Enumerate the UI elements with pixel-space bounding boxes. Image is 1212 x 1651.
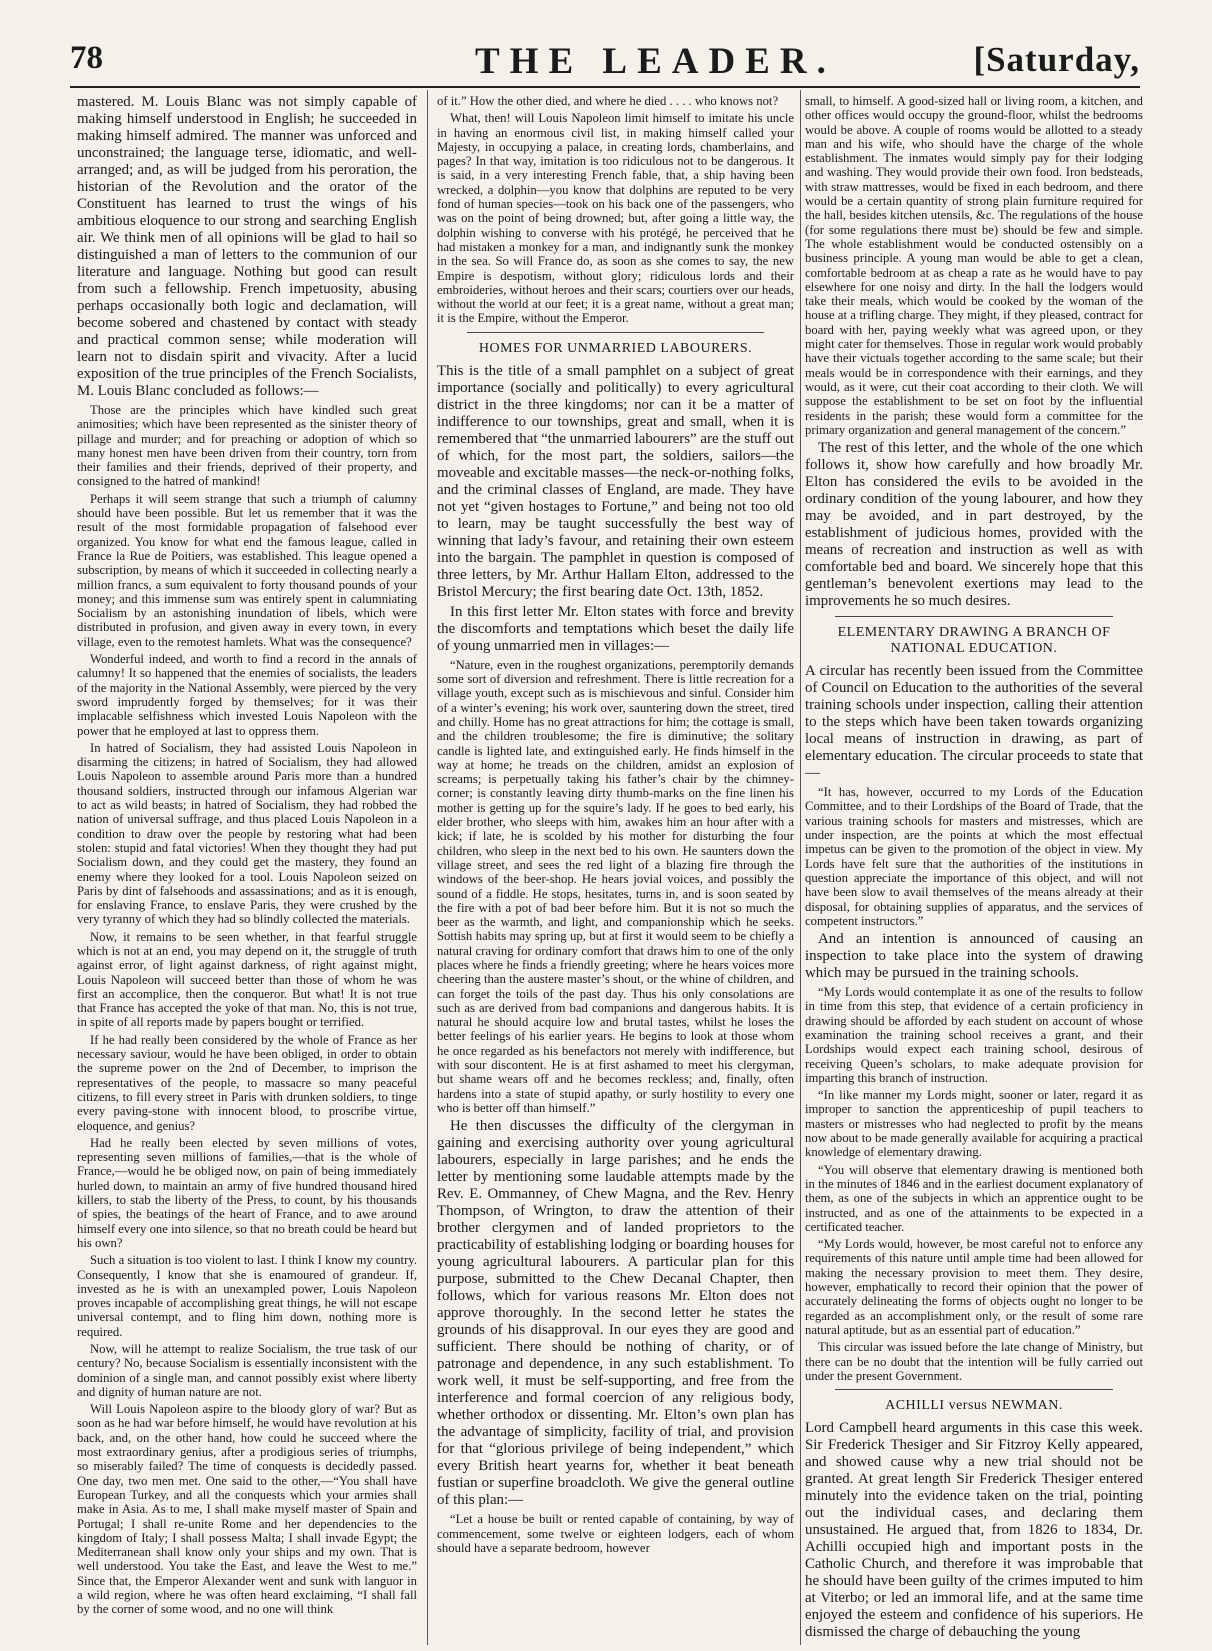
article-paragraph: In this first letter Mr. Elton states with force and brevity the discomforts and temptations which beset the daily life of young unmarried men in villages:— — [437, 603, 794, 654]
quoted-paragraph: Wonderful indeed, and worth to find a record in the annals of calumny! It so happened that the enemies of socialists, the leaders of the majority in the National Assembly, were pierced by the very sword imprudently forged by themselves; for it was their implacable selfishness which invested Louis Napoleon with the power that he employed at last to oppress them. — [77, 652, 417, 738]
section-rule — [467, 332, 764, 333]
article-paragraph: And an intention is announced of causing an inspection to take place into the system of drawing which may be pursued in the training schools. — [805, 931, 1143, 982]
quoted-paragraph: “Nature, even in the roughest organizations, peremptorily demands some sort of diversion and refreshment. There is little recreation for a village youth, except such as is mischievous and sinful. Consider him of a winter’s evening; his work over, sauntering down the street, tired and chilly. Home has no great attractions for him; the cottage is small, and the children troublesome; the fire is diminutive; the solitary candle is lighted late, and extinguished early. He finds himself in the way at home; he treads on the children, amidst an explosion of screams; is perpetually taking his father’s chair by the chimney-corner; is constantly leaving dirty thumb-marks on the fine linen his mother is getting up for the squire’s lady. If he goes to bed early, his elder brother, who sleeps with him, awakes him an hour after with a kick; if late, he is scolded by his mother for disturbing the four children, who sleep in the next bed to his own. He saunters down the village street, and sees the red light of a blazing fire through the windows of the beer-shop. He hears jovial voices, and possibly the sound of a fiddle. He stops, hesitates, turns in, and is soon seated by the fire with a pot of bad beer before him. But it is not so much the beer as the warmth, and light, and companionship which he seeks. Sottish habits may spring up, but at first it would seem to be chiefly a natural craving for ordinary comfort that draws him to one of the only places where he finds a friendly greeting; where he hears voices more cheering than the austere master’s shout, or the whine of children, and can forget the toils of the past day. Thus his only consolations are such as are derived from bad companions and dangerous habits. It is natural he should acquire low and brutal tastes, whilst he loses the better feelings of his earlier years. He begins to look at those whom he once regarded as his benefactors not merely with indifference, but with sour discontent. He is at first ashamed to meet his clergyman, but shame wears off and he becomes reckless; and, finally, often hardens into a state of stupid apathy, or surly hostility to every one who is better off than himself.” — [437, 657, 794, 1115]
column-1 — [77, 94, 417, 1639]
article-heading: ELEMENTARY DRAWING A BRANCH OF NATIONAL EDUCATION. — [837, 625, 1111, 657]
article-paragraph: This circular was issued before the late change of Ministry, but there can be no doubt that the intention will be fully carried out under the present Government. — [805, 1340, 1143, 1383]
quoted-paragraph: Now, will he attempt to realize Socialism, the true task of our century? No, because Socialism is essentially inconsistent with the dominion of a single man, and cannot possibly exist where liberty and dignity of human nature are not. — [77, 1342, 417, 1399]
quoted-paragraph: “It has, however, occurred to my Lords of the Education Committee, and to their Lordships of the Board of Trade, that the various training schools for masters and mistresses, which are under inspection, are the points at which the most effectual impetus can be given to the promotion of the object in view. My Lords have felt sure that the authorities of the institutions in question appreciate the importance of this object, and will not have been slow to avail themselves of the means already at their disposal, for obtaining supplies of apparatus, and the services of competent instructors.” — [805, 785, 1143, 928]
quoted-paragraph: Will Louis Napoleon aspire to the bloody glory of war? But as soon as he had war before himself, he would have revolution at his back, and, on the other hand, how could he succeed where the most extraordinary genius, after a prodigious series of triumphs, so miserably failed? The time of conquests is decidedly passed. One day, two men met. One said to the other,—“You shall have European Turkey, and all the conquests which your armies shall make in Asia. As to me, I shall make myself master of Spain and Portugal; I shall re-unite Rome and her dependencies to the kingdom of Italy; I shall possess Malta; I shall invade Egypt; the Mediterranean shall know only your ships and my own. That is well understood. You take the East, and leave the West to me.” Since that, the Emperor Alexander went and sunk with languor in a wild region, where he was often heard exclaiming, “I shall fall by the corner of some wood, and no one will think — [77, 1402, 417, 1617]
masthead — [70, 40, 1140, 86]
quoted-paragraph: small, to himself. A good-sized hall or living room, a kitchen, and other offices would occupy the ground-floor, whilst the bedrooms would be above. A couple of rooms would be allotted to a steady man and his wife, who should have the charge of the whole establishment. The inmates would simply pay for their lodging and washing. They would provide their own food. Iron bedsteads, with straw mattresses, would be fixed in each bedroom, and there would be a certain quantity of strong plain furniture required for the hall, besides kitchen utensils, &c. The regulations of the house (for some regulations there must be) should be few and simple. The whole establishment would be conducted ostensibly on a business principle. A young man would be able to get a clean, comfortable bedroom at as cheap a rate as he would have to pay elsewhere for one noisy and dirty. In the hall the lodgers would take their meals, which would be cooked by the woman of the house at a trifling charge. They might, if they pleased, contract for board with her, paying weekly what was agreed upon, or they might cater for themselves. Those in regular work would probably have their victuals together according to the same scale; but their meals would be in correspondence with their earnings, and they would, as it were, cut their coat according to their cloth. We will suppose the establishment to be set on foot by the influential residents in the parish; these would form a committee for the primary organization and general management of the concern.” — [805, 94, 1143, 437]
quoted-paragraph: In hatred of Socialism, they had assisted Louis Napoleon in disarming the citizens; in hatred of Socialism, they had allowed Louis Napoleon to assemble around Paris more than a hundred thousand soldiers, instructed through our infamous Algerian war to act as wild beasts; in hatred of Socialism, they had robbed the nation of universal suffrage, and thus placed Louis Napoleon in a condition to draw over the people by restoring what had been stolen: stupid and fatal victories! When they thought they had put Socialism down, and they could get the mastery, they found an enemy where they looked for a tool. Louis Napoleon seized on Paris by dint of falsehoods and assassinations; and as it is enough, for enslaving France, to enslave Paris, they were crushed by the very tyranny of which they had so blindly collected the materials. — [77, 740, 417, 927]
quoted-paragraph: Such a situation is too violent to last. I think I know my country. Consequently, I know that she is enamoured of grandeur. If, invested as he is with an unexampled power, Louis Napoleon proves incapable of accomplishing great things, he will not escape universal contempt, and to fling him down, nothing more is required. — [77, 1253, 417, 1339]
quoted-paragraph: “You will observe that elementary drawing is mentioned both in the minutes of 1846 and in the earliest document explanatory of them, as one of the subjects in which an apprentice ought to be instructed, and as one of the attainments to be expected in a certificated teacher. — [805, 1162, 1143, 1234]
issue-day: [Saturday, — [973, 40, 1140, 79]
article-heading: HOMES FOR UNMARRIED LABOURERS. — [478, 340, 753, 356]
column-divider — [427, 90, 428, 1645]
article-paragraph: The rest of this letter, and the whole of the one which follows it, show how carefully and how broadly Mr. Elton has considered the evils to be avoided in the ordinary condition of the young labourer, and how they may be avoided, and in part destroyed, by the establishment of judicious homes, provided with the means of recreation and instruction as well as with comfortable bed and board. We sincerely hope that this gentleman’s benevolent exertions may lead to the improvements he so much desires. — [805, 440, 1143, 610]
article-paragraph: A circular has recently been issued from the Committee of Council on Education to the authorities of the several training schools under inspection, calling their attention to the steps which have been taken towards organizing local means of instruction in drawing, as part of elementary education. The circular proceeds to state that— — [805, 663, 1143, 782]
article-heading: ACHILLI versus NEWMAN. — [885, 1398, 1063, 1414]
article-paragraph: mastered. M. Louis Blanc was not simply capable of making himself understood in English; he succeeded in making himself admired. The manner was unforced and unconstrained; the language terse, idiomatic, and well-arranged; and, as will be judged from his peroration, the historian of the Revolution and the orator of the Constituent has learned to trust the wings of his ambitious eloquence to our strong and searching English air. We think men of all opinions will be glad to hail so distinguished a man of letters to the communion of our literature and language. Nothing but good can result from such a fellowship. French impetuosity, abusing perhaps occasionally both logic and declamation, will become sobered and chastened by contact with steady and practical common sense; while moderation will learn not to disdain spirit and vivacity. After a lucid exposition of the true principles of the French Socialists, M. Louis Blanc concluded as follows:— — [77, 94, 417, 399]
page-number: 78 — [70, 40, 103, 76]
quoted-paragraph: If he had really been considered by the whole of France as her necessary saviour, would he have been obliged, in order to obtain the supreme power on the 2nd of December, to imprison the representatives of the people, to massacre so many peaceful citizens, to fill every street in Paris with drunken soldiers, to tinge every paving-stone with innocent blood, to proscribe virtue, eloquence, and genius? — [77, 1032, 417, 1133]
article-paragraph: This is the title of a small pamphlet on a subject of great importance (socially and politically) to every agricultural district in the three kingdoms; nor can it be a matter of indifference to our townships, great and small, when it is remembered that “the unmarried labourers” are the stuff out of which, for the most part, the soldiers, sailors—the moveable and excitable masses—the neck-or-nothing folks, and the criminal classes of England, are made. They have not yet “given hostages to Fortune,” and being not too old to learn, may be taught successfully the best way of winning that lady’s favour, and retaining their own esteem into the bargain. The pamphlet in question is composed of three letters, by Mr. Arthur Hallam Elton, addressed to the Bristol Mercury; the first bearing date Oct. 13th, 1852. — [437, 362, 794, 600]
quoted-paragraph: “My Lords would, however, be most careful not to enforce any requirements of this nature until ample time had been allowed for making the necessary provision to meet them. They desire, however, emphatically to record their opinion that the power of accurately delineating the forms of objects ought no longer to be regarded as an accomplishment only, or the result of some rare natural aptitude, but as an essential part of education.” — [805, 1237, 1143, 1337]
quoted-paragraph: “In like manner my Lords might, sooner or later, regard it as improper to sanction the apprenticeship of pupil teachers to masters or mistresses who had neglected to profit by the means now about to be made generally available for acquiring a practical knowledge of elementary drawing. — [805, 1088, 1143, 1160]
quoted-paragraph: Those are the principles which have kindled such great animosities; which have been represented as the sinister theory of pillage and murder; and for preaching or adoption of which so many honest men have been driven from their country, torn from their families and their friends, deprived of their property, and consigned to the hatred of mankind! — [77, 403, 417, 489]
quoted-paragraph: “Let a house be built or rented capable of containing, by way of commencement, some twelve or eighteen lodgers, each of whom should have a separate bedroom, however — [437, 1512, 794, 1555]
quoted-paragraph: Perhaps it will seem strange that such a triumph of calumny should have been possible. But let us remember that it was the result of the most formidable propagation of falsehood ever organized. You know for what end the famous league, called in France la Rue de Poitiers, was established. This league opened a subscription, by means of which it succeeded in collecting nearly a million francs, a sum equivalent to forty thousand pounds of your money; and this immense sum was entirely spent in calumniating Socialism by an astonishing inundation of libels, which were distributed in profusion, and given away in every town, in every village, even to the remotest hamlets. What was the consequence? — [77, 491, 417, 649]
column-2 — [437, 94, 794, 1639]
quoted-paragraph: Had he really been elected by seven millions of votes, representing seven millions of families,—that is the whole of France,—would he be obliged now, on pain of being immediately hurled down, to maintain an army of five hundred thousand hired killers, to stab the liberty of the Press, to count, by his thousands of spies, the beatings of the heart of France, and to awe around himself every one into silence, so that no breath could be heard but his own? — [77, 1135, 417, 1250]
newspaper-title: THE LEADER. — [475, 41, 836, 82]
quoted-paragraph: of it.” How the other died, and where he died . . . . who knows not? — [437, 94, 779, 108]
quoted-paragraph: “My Lords would contemplate it as one of the results to follow in time from this step, that evidence of a certain proficiency in drawing should be afforded by each student on account of whose examination the training school receives a grant, and their Lordships would expect each training school, desirous of receiving Queen’s scholars, to make adequate provision for imparting this branch of instruction. — [805, 985, 1143, 1085]
quoted-paragraph: What, then! will Louis Napoleon limit himself to imitate his uncle in having an enormous civil list, in making himself called your Majesty, in occupying a palace, in creating lords, chamberlains, and pages? In that way, imitation is too ridiculous not to be dangerous. It is said, in a very interesting French fable, that, a ship having been wrecked, a dolphin—you know that dolphins are reputed to be very fond of human species—took on his back one of the passengers, who was on the point of being drowned; but, after going a little way, the dolphin wishing to converse with his protégé, he perceived that he had mistaken a monkey for a man, and indignantly sunk the monkey in the sea. So will France do, as soon as she comes to say, the new Empire is despotism, without glory; ridiculous lords and their embroideries, without heroes and their scars; courtiers over our heads, without the world at our feet; it is a great name, without a great man; it is the Empire, without the Emperor. — [437, 111, 794, 326]
article-paragraph: He then discusses the difficulty of the clergyman in gaining and exercising authority over young agricultural labourers, especially in large parishes; and he ends the letter by mentioning some laudable attempts made by the Rev. E. Ommanney, of Chew Magna, and the Rev. Henry Thompson, of Wrington, to draw the attention of their brother clergymen and of landed proprietors to the practicability of establishing lodging or boarding houses for young agricultural labourers. A particular plan for this purpose, submitted to the Chew Decanal Chapter, then follows, which for various reasons Mr. Elton does not approve thoroughly. In the second letter he states the grounds of his disapproval. In our eyes they are good and sufficient. There should be nothing of charity, or of patronage and dependence, in any such establishment. To work well, it must be self-supporting, and free from the interference and formal coercion of any religious body, whether orthodox or dissenting. Mr. Elton’s own plan has the advantage of simplicity, facility of trial, and provision for that “glorious privilege of being independent,” which every British heart yearns for, whether it beat beneath fustian or superfine broadcloth. We give the general outline of this plan:— — [437, 1118, 794, 1509]
column-divider — [800, 90, 801, 1645]
section-rule — [835, 1389, 1113, 1390]
masthead-rule — [70, 86, 1140, 88]
quoted-paragraph: Now, it remains to be seen whether, in that fearful struggle which is not at an end, you may depend on it, the struggle of truth against error, of light against darkness, of right against might, Louis Napoleon will succeed better than those of whom he was first an accomplice, then the conqueror. But what! It is not true that France has accepted the yoke of that man. No, this is not true, in spite of all reports made by papers bought or terrified. — [77, 929, 417, 1030]
article-paragraph: Lord Campbell heard arguments in this case this week. Sir Frederick Thesiger and Sir Fitzroy Kelly appeared, and showed cause why a new trial should not be granted. At great length Sir Frederick Thesiger entered minutely into the evidence taken on the trial, pointing out the individual cases, and declaring them unsustained. He argued that, from 1826 to 1834, Dr. Achilli occupied high and important posts in the Catholic Church, and therefore it was improbable that he should have been guilty of the crimes imputed to him at Viterbo; or led an immoral life, and at the same time enjoyed the esteem and confidence of his superiors. He dismissed the charge of debauching the young — [805, 1420, 1143, 1639]
column-3 — [805, 94, 1143, 1639]
section-rule — [835, 616, 1113, 617]
